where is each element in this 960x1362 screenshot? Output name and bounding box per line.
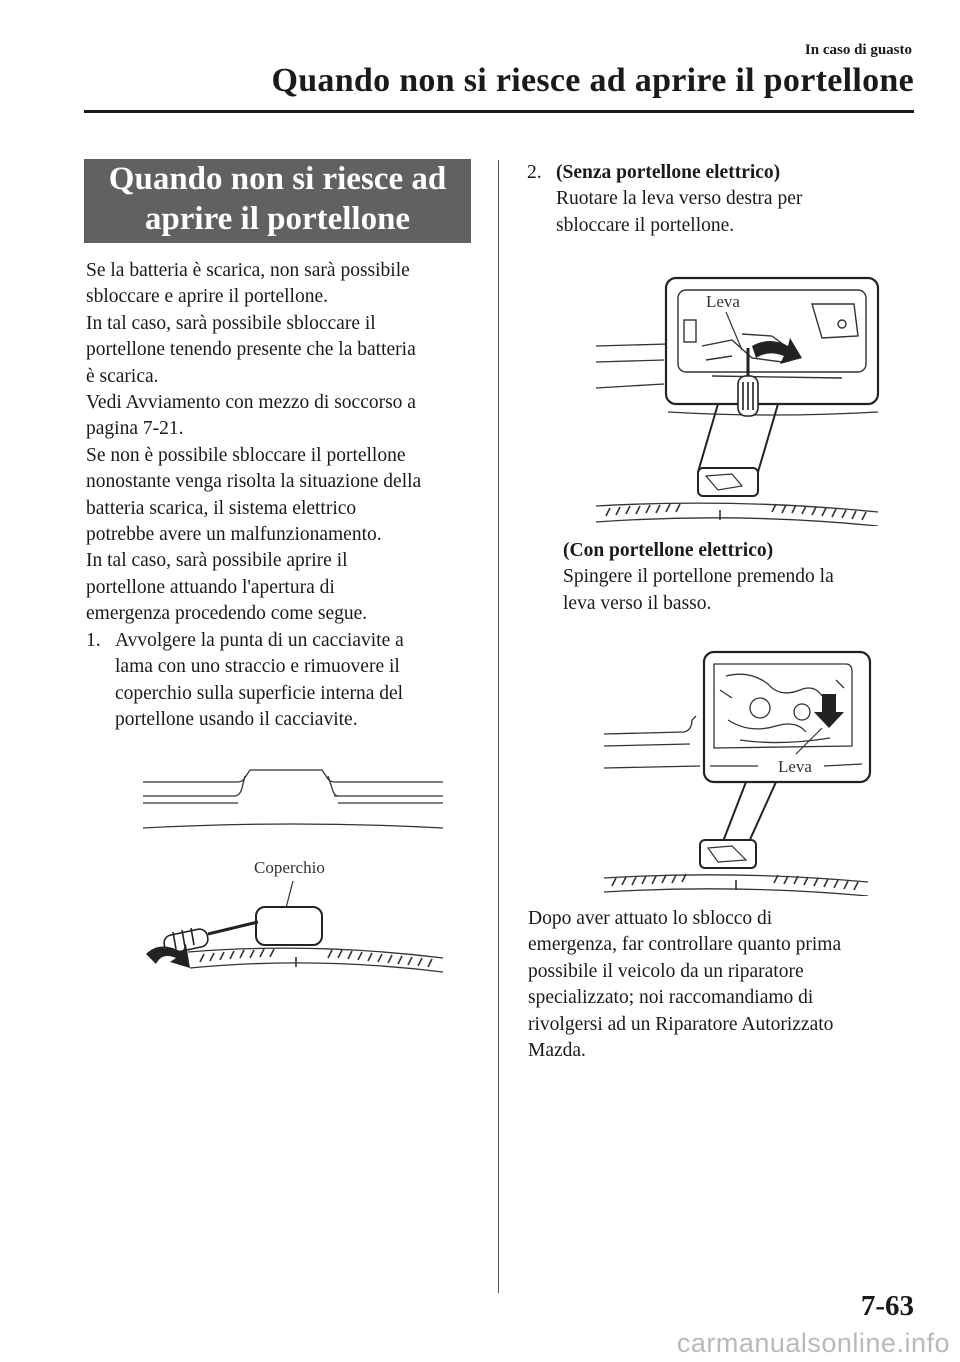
lever-label: Leva <box>706 292 740 311</box>
screwdriver-icon <box>163 922 258 954</box>
closing-line: Mazda. <box>528 1040 586 1062</box>
step-2-heading: (Senza portellone elettrico) <box>556 162 781 183</box>
figure-lever-powered <box>600 650 872 896</box>
step-2-line: sbloccare il portellone. <box>556 214 735 236</box>
intro-line: potrebbe avere un malfunzionamento. <box>86 524 382 546</box>
lever-location-box <box>698 468 758 496</box>
powered-section <box>563 538 893 617</box>
running-header-title: Quando non si riesce ad aprire il portellone <box>271 62 914 99</box>
intro-line: Se non è possibile sbloccare il portellone <box>86 444 406 466</box>
lever-label: Leva <box>778 757 812 776</box>
intro-line: pagina 7-21. <box>86 418 184 440</box>
section-title-line1: Quando non si riesce ad <box>108 161 447 197</box>
intro-line: In tal caso, sarà possibile aprire il <box>86 550 348 572</box>
lever-location-box <box>700 840 756 868</box>
powered-line: leva verso il basso. <box>563 592 712 614</box>
step-1-number: 1. <box>86 629 101 651</box>
cover-label: Coperchio <box>254 858 325 877</box>
step-2 <box>527 160 887 239</box>
lever-detail-box <box>666 278 878 404</box>
intro-line: portellone tenendo presente che la batteria <box>86 339 416 361</box>
right-column <box>527 160 887 239</box>
powered-heading: (Con portellone elettrico) <box>563 540 774 561</box>
step-2-number: 2. <box>527 162 542 183</box>
intro-line: emergenza procedendo come segue. <box>86 603 368 625</box>
step-1-line: Avvolgere la punta di un cacciavite a <box>115 629 404 651</box>
intro-line: sbloccare e aprire il portellone. <box>86 286 329 308</box>
closing-line: rivolgersi ad un Riparatore Autorizzato <box>528 1013 834 1035</box>
section-title-line2: aprire il portellone <box>144 201 411 237</box>
closing-line: specializzato; noi raccomandiamo di <box>528 987 814 1009</box>
closing-line: Dopo aver attuato lo sblocco di <box>528 908 773 929</box>
watermark: carmanualsonline.info <box>676 1328 950 1358</box>
intro-line: In tal caso, sarà possibile sbloccare il <box>86 312 376 334</box>
closing-paragraph <box>528 906 898 1064</box>
intro-line: Se la batteria è scarica, non sarà possibile <box>86 260 410 281</box>
powered-line: Spingere il portellone premendo la <box>563 566 834 588</box>
page-number: 7-63 <box>860 1290 914 1322</box>
running-header-section: In caso di guasto <box>804 42 912 58</box>
step-1-line: coperchio sulla superficie interna del <box>115 682 404 704</box>
step-1-line: portellone usando il cacciavite. <box>115 708 358 730</box>
intro-line: nonostante venga risolta la situazione della <box>86 471 422 493</box>
column-divider <box>498 160 499 1293</box>
figure-lever-manual <box>592 276 884 526</box>
step-1 <box>86 628 481 734</box>
closing-line: emergenza, far controllare quanto prima <box>528 934 842 956</box>
intro-line: batteria scarica, il sistema elettrico <box>86 497 357 519</box>
cover-shape <box>256 907 322 945</box>
intro-line: è scarica. <box>86 365 159 387</box>
section-title-box <box>84 159 471 243</box>
intro-line: Vedi Avviamento con mezzo di soccorso a <box>86 392 416 414</box>
left-column <box>86 258 481 733</box>
step-2-line: Ruotare la leva verso destra per <box>556 188 803 210</box>
intro-line: portellone attuando l'apertura di <box>86 576 335 598</box>
step-1-line: lama con uno straccio e rimuovere il <box>115 656 400 678</box>
figure-cover-removal <box>138 762 450 988</box>
closing-line: possibile il veicolo da un riparatore <box>528 960 804 982</box>
header-rule <box>84 110 914 113</box>
